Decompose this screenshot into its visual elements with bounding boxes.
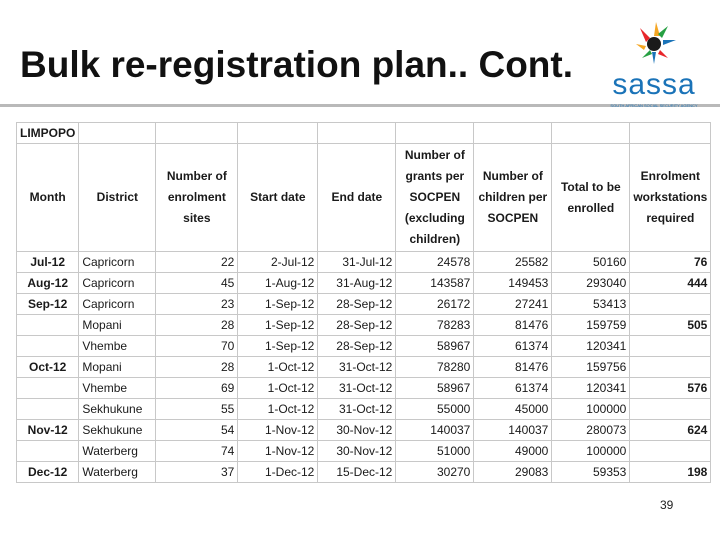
cell-total: 53413 — [552, 294, 630, 315]
cell-district: Waterberg — [79, 462, 156, 483]
cell-sites: 28 — [156, 357, 238, 378]
cell-end-date: 31-Aug-12 — [318, 273, 396, 294]
cell-children: 45000 — [474, 399, 552, 420]
cell-children: 81476 — [474, 315, 552, 336]
cell-month: Oct-12 — [17, 357, 79, 378]
cell-children: 27241 — [474, 294, 552, 315]
cell-end-date: 28-Sep-12 — [318, 294, 396, 315]
cell-start-date: 1-Sep-12 — [238, 336, 318, 357]
cell-end-date: 31-Oct-12 — [318, 399, 396, 420]
cell-workstations — [630, 441, 711, 462]
cell-month — [17, 336, 79, 357]
table-row — [17, 336, 711, 357]
cell-total: 100000 — [552, 399, 630, 420]
cell-children: 61374 — [474, 378, 552, 399]
logo-wordmark: sassa — [612, 68, 696, 101]
cell-start-date: 2-Jul-12 — [238, 252, 318, 273]
cell-end-date: 15-Dec-12 — [318, 462, 396, 483]
cell-children: 61374 — [474, 336, 552, 357]
cell-total: 280073 — [552, 420, 630, 441]
cell-total: 159756 — [552, 357, 630, 378]
cell-workstations — [630, 336, 711, 357]
cell-month — [17, 399, 79, 420]
sassa-emblem-icon — [606, 18, 702, 68]
header-end-date: End date — [318, 144, 396, 252]
cell-month: Aug-12 — [17, 273, 79, 294]
header-month: Month — [17, 144, 79, 252]
cell-total: 120341 — [552, 336, 630, 357]
header-district: District — [79, 144, 156, 252]
cell-grants: 51000 — [396, 441, 474, 462]
cell-sites: 22 — [156, 252, 238, 273]
cell-workstations — [630, 399, 711, 420]
cell-month: Nov-12 — [17, 420, 79, 441]
cell-sites: 37 — [156, 462, 238, 483]
cell-grants: 58967 — [396, 336, 474, 357]
table-row — [17, 315, 711, 336]
cell-start-date: 1-Oct-12 — [238, 399, 318, 420]
cell-start-date: 1-Aug-12 — [238, 273, 318, 294]
table-row — [17, 399, 711, 420]
cell-district: Sekhukune — [79, 420, 156, 441]
cell-start-date: 1-Oct-12 — [238, 357, 318, 378]
cell-children: 49000 — [474, 441, 552, 462]
cell-workstations — [630, 294, 711, 315]
cell-end-date: 30-Nov-12 — [318, 420, 396, 441]
cell-workstations: 576 — [630, 378, 711, 399]
cell-end-date: 31-Oct-12 — [318, 378, 396, 399]
cell-district: Sekhukune — [79, 399, 156, 420]
cell-district: Capricorn — [79, 252, 156, 273]
cell-workstations — [630, 357, 711, 378]
cell-sites: 54 — [156, 420, 238, 441]
cell-start-date: 1-Sep-12 — [238, 294, 318, 315]
cell-workstations: 198 — [630, 462, 711, 483]
cell-workstations: 624 — [630, 420, 711, 441]
table-row — [17, 252, 711, 273]
cell-district: Mopani — [79, 357, 156, 378]
cell-month: Dec-12 — [17, 462, 79, 483]
cell-end-date: 28-Sep-12 — [318, 315, 396, 336]
region-row — [17, 123, 711, 144]
cell-sites: 28 — [156, 315, 238, 336]
cell-end-date: 31-Oct-12 — [318, 357, 396, 378]
cell-workstations: 444 — [630, 273, 711, 294]
cell-grants: 30270 — [396, 462, 474, 483]
cell-start-date: 1-Sep-12 — [238, 315, 318, 336]
cell-total: 159759 — [552, 315, 630, 336]
slide-title: Bulk re-registration plan.. Cont. — [20, 44, 573, 85]
cell-workstations: 505 — [630, 315, 711, 336]
table-row — [17, 273, 711, 294]
cell-total: 293040 — [552, 273, 630, 294]
region-label: LIMPOPO — [17, 123, 79, 144]
cell-grants: 78280 — [396, 357, 474, 378]
cell-month — [17, 378, 79, 399]
sassa-logo — [606, 18, 702, 108]
cell-children: 29083 — [474, 462, 552, 483]
cell-sites: 45 — [156, 273, 238, 294]
header-grants: Number of grants per SOCPEN (excluding children) — [396, 144, 474, 252]
cell-end-date: 28-Sep-12 — [318, 336, 396, 357]
cell-month: Sep-12 — [17, 294, 79, 315]
table-row — [17, 378, 711, 399]
header-sites: Number of enrolment sites — [156, 144, 238, 252]
cell-month — [17, 441, 79, 462]
cell-total: 50160 — [552, 252, 630, 273]
cell-total: 100000 — [552, 441, 630, 462]
cell-sites: 69 — [156, 378, 238, 399]
table-row — [17, 420, 711, 441]
cell-grants: 26172 — [396, 294, 474, 315]
header-workstations: Enrolment workstations required — [630, 144, 711, 252]
page-number: 39 — [660, 498, 674, 512]
cell-month — [17, 315, 79, 336]
cell-district: Mopani — [79, 315, 156, 336]
cell-grants: 58967 — [396, 378, 474, 399]
cell-start-date: 1-Nov-12 — [238, 441, 318, 462]
cell-grants: 140037 — [396, 420, 474, 441]
header-row — [17, 144, 711, 252]
cell-month: Jul-12 — [17, 252, 79, 273]
cell-grants: 78283 — [396, 315, 474, 336]
cell-end-date: 30-Nov-12 — [318, 441, 396, 462]
enrolment-plan-table — [16, 122, 711, 483]
cell-district: Capricorn — [79, 294, 156, 315]
cell-district: Capricorn — [79, 273, 156, 294]
table-row — [17, 462, 711, 483]
cell-workstations: 76 — [630, 252, 711, 273]
cell-children: 140037 — [474, 420, 552, 441]
cell-grants: 55000 — [396, 399, 474, 420]
cell-sites: 74 — [156, 441, 238, 462]
cell-children: 149453 — [474, 273, 552, 294]
cell-start-date: 1-Nov-12 — [238, 420, 318, 441]
cell-total: 120341 — [552, 378, 630, 399]
table-row — [17, 441, 711, 462]
cell-grants: 143587 — [396, 273, 474, 294]
cell-start-date: 1-Oct-12 — [238, 378, 318, 399]
header-start-date: Start date — [238, 144, 318, 252]
cell-district: Vhembe — [79, 336, 156, 357]
table-row — [17, 357, 711, 378]
cell-start-date: 1-Dec-12 — [238, 462, 318, 483]
cell-children: 25582 — [474, 252, 552, 273]
logo-subtitle: SOUTH AFRICAN SOCIAL SECURITY AGENCY — [610, 103, 698, 108]
cell-sites: 70 — [156, 336, 238, 357]
cell-end-date: 31-Jul-12 — [318, 252, 396, 273]
cell-sites: 55 — [156, 399, 238, 420]
header-total: Total to be enrolled — [552, 144, 630, 252]
header-children: Number of children per SOCPEN — [474, 144, 552, 252]
cell-district: Vhembe — [79, 378, 156, 399]
cell-sites: 23 — [156, 294, 238, 315]
cell-district: Waterberg — [79, 441, 156, 462]
cell-children: 81476 — [474, 357, 552, 378]
cell-grants: 24578 — [396, 252, 474, 273]
table-row — [17, 294, 711, 315]
cell-total: 59353 — [552, 462, 630, 483]
